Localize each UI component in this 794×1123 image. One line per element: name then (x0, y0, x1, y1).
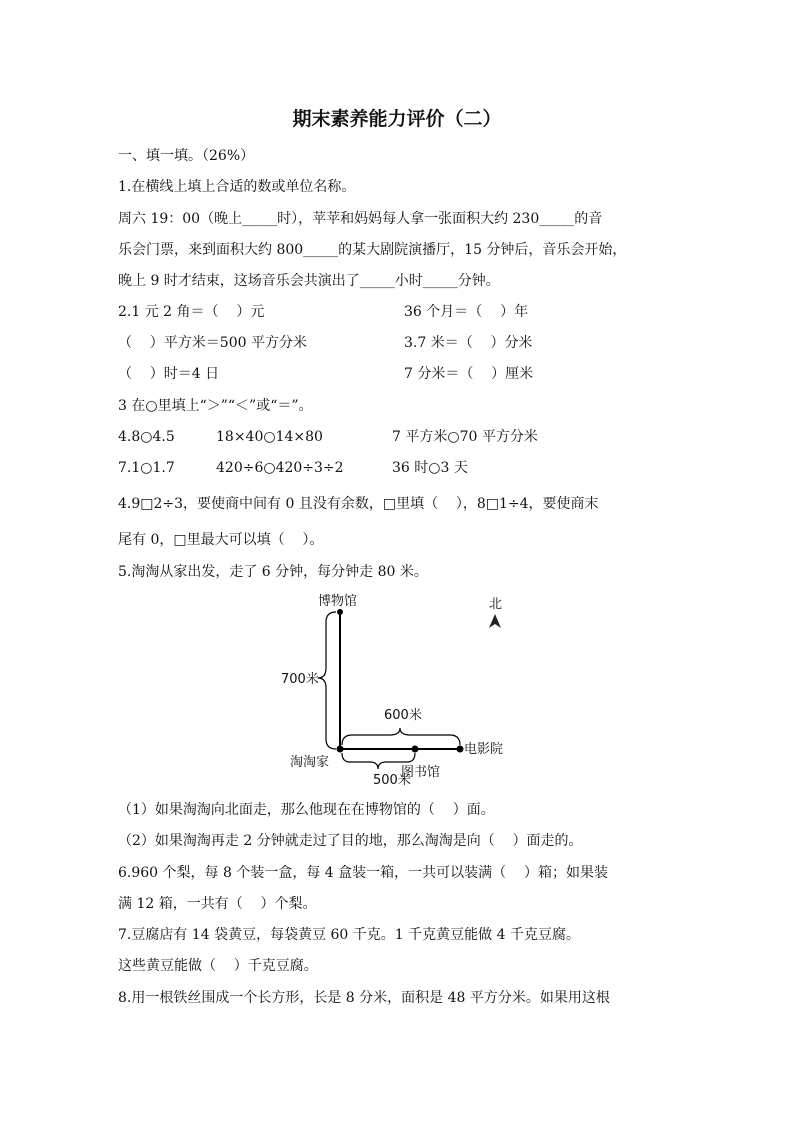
q8-line-1: 8.用一根铁丝围成一个长方形，长是 8 分米，面积是 48 平方分米。如果用这根 (118, 990, 610, 1006)
q2-item-5: （ ）时＝4 日 (118, 366, 220, 382)
q4-line-1: 4.9□2÷3，要使商中间有 0 且没有余数，□里填（ ），8□1÷4，要使商末 (118, 496, 599, 512)
q5-sub-2: （2）如果淘淘再走 2 分钟就走过了目的地，那么淘淘是向（ ）面走的。 (118, 833, 583, 849)
q6-line-2: 满 12 箱，一共有（ ）个梨。 (118, 896, 317, 912)
q1-line-3: 晚上 9 时才结束，这场音乐会共演出了_____小时_____分钟。 (118, 273, 500, 289)
q3-item-4: 7.1○1.7 (118, 460, 175, 476)
q2-item-1: 2.1 元 2 角＝（ ）元 (118, 304, 265, 320)
museum-label: 博物馆 (318, 594, 358, 609)
q3-heading: 3 在○里填上“＞”“＜”或“＝”。 (118, 398, 313, 414)
q7-line-2: 这些黄豆能做（ ）千克豆腐。 (118, 958, 318, 974)
q4-line-2: 尾有 0，□里最大可以填（ ）。 (118, 532, 324, 548)
dist-700-label: 700米 (281, 672, 319, 687)
q2-item-4: 3.7 米＝（ ）分米 (404, 335, 533, 351)
dist-500-label: 500米 (373, 773, 411, 788)
cinema-label: 电影院 (464, 742, 504, 757)
q3-item-3: 7 平方米○70 平方分米 (392, 429, 538, 445)
q3-item-5: 420÷6○420÷3÷2 (216, 460, 344, 476)
north-label: 北 (489, 597, 503, 612)
q1-line-2: 乐会门票，来到面积大约 800_____的某大剧院演播厅，15 分钟后，音乐会开始， (118, 242, 627, 258)
cinema-point (457, 746, 464, 753)
page-title: 期末素养能力评价（二） (292, 108, 502, 130)
q7-line-1: 7.豆腐店有 14 袋黄豆，每袋黄豆 60 千克。1 千克黄豆能做 4 千克豆腐。 (118, 927, 580, 943)
q3-item-1: 4.8○4.5 (118, 429, 175, 445)
q5-heading: 5.淘淘从家出发，走了 6 分钟，每分钟走 80 米。 (118, 564, 428, 580)
museum-point (337, 609, 343, 615)
library-label: 图书馆 (401, 765, 441, 780)
brace-600 (342, 728, 460, 745)
north-arrow-icon (489, 614, 501, 628)
q2-item-3: （ ）平方米＝500 平方分米 (118, 335, 307, 351)
q2-item-2: 36 个月＝（ ）年 (404, 304, 529, 320)
q6-line-1: 6.960 个梨，每 8 个装一盒，每 4 盒装一箱，一共可以装满（ ）箱；如果装 (118, 865, 608, 881)
home-label: 淘淘家 (290, 755, 330, 770)
q5-sub-1: （1）如果淘淘向北面走，那么他现在在博物馆的（ ）面。 (118, 802, 495, 818)
q1-heading: 1.在横线上填上合适的数或单位名称。 (118, 179, 356, 195)
brace-700 (318, 612, 336, 749)
q3-item-6: 36 时○3 天 (392, 460, 468, 476)
q3-item-2: 18×40○14×80 (216, 429, 323, 445)
section-heading: 一、填一填。（26%） (118, 148, 255, 164)
library-point (412, 746, 419, 753)
q5-map-diagram (0, 588, 794, 798)
q1-line-1: 周六 19：00（晚上_____时），苹苹和妈妈每人拿一张面积大约 230_____的音 (118, 211, 603, 227)
home-point (337, 746, 344, 753)
q2-item-6: 7 分米＝（ ）厘米 (404, 366, 534, 382)
dist-600-label: 600米 (384, 708, 422, 723)
